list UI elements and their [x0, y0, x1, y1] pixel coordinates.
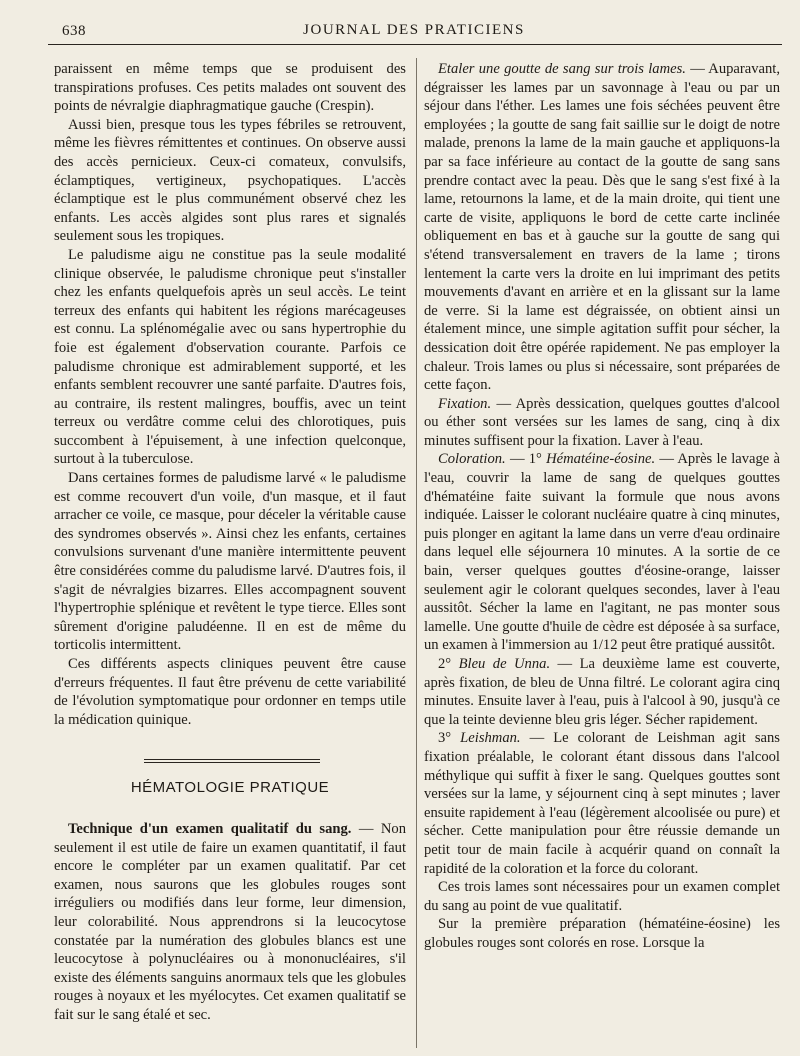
rule-line [144, 762, 320, 763]
step-title: Etaler une goutte de sang sur trois lames. [438, 61, 686, 77]
paragraph: Ces différents aspects cliniques peuvent être cause d'erreurs fréquentes. Il faut être prévenu de cette variabilité de l'évolution symptomatique pour ordonner en temps utile la médication quinique. [54, 656, 406, 728]
right-column [424, 60, 780, 953]
paragraph [424, 655, 780, 729]
paragraph: paraissent en même temps que se produisent des transpirations profuses. Ces petits malades ont souvent des points de névralgie diaphragmatique gauche (Crespin). [54, 61, 406, 115]
paragraph: Aussi bien, presque tous les types fébriles se retrouvent, même les fièvres rémittentes et continues. On observe aussi des accès pernicieux. Ceux-ci comateux, convulsifs, éclamptiques, vertigineux, psychopatiques. L'accès éclamptique est le plus communément observé chez les enfants. Les accès algides sont plus rares et signalés seulement sous les tropiques. [54, 116, 406, 245]
paragraph: Le paludisme aigu ne constitue pas la seule modalité clinique observée, le paludisme chronique peut s'installer chez les enfants quelquefois après un seul accès. Le teint terreux des enfants qui habitent les régions marécageuses est connu. La splénomégalie avec ou sans hypertrophie du foie est également d'observation courante. Parfois ce paludisme chronique est admirablement supporté, et les enfants semblent recouvrer une santé parfaite. D'autres fois, au contraire, ils restent malingres, bouffis, avec un teint terreux ou verdâtre comme celui des chlorotiques, puis succombent à l'épuisement, à une infection quelconque, surtout à la tuberculose. [54, 246, 406, 468]
paragraph-text: — La deuxième lame est couverte, après fixation, de bleu de Unna filtré. Le colorant agira cinq minutes. Ensuite laver à l'eau, puis à l'alcool à 90, jusqu'à ce que la teinte devienne bleu gris léger. Sécher rapidement. [424, 656, 780, 728]
paragraph [424, 450, 780, 655]
item-number: 2° [438, 656, 459, 672]
paragraph-text: — 1° [505, 451, 547, 468]
step-title: Coloration. [438, 451, 506, 468]
paragraph-text: — Auparavant, dégraisser les lames par un savonnage à l'eau ou par un séjour dans l'éther. Les lames une fois séchées peuvent être employées ; la goutte de sang fait saillie sur le doigt de notre malade, prenons la lame de la main gauche et appliquons-la par sa face inférieure au contact de la goutte de sang sans prendre contact avec la peau. Dès que le sang s'est fixé à la lame, retournons la lame, et de la main droite, qui tient une carte de visite, appliquons le bord de cette carte inclinée obliquement en bas et à gauche sur la goutte de sang qui s'étend transversalement en travers de la lame ; tirons lentement la carte vers la droite en lui imprimant des petits mouvements d'avant en arrière et en la glissant sur la lame de verre. Si la lame est dégraissée, on obtient ainsi un étalement mince, une simple agitation suffit pour sécher, la dessication doit être opérée rapidement. Ne pas employer la chaleur. Trois lames ou plus si nécessaire, sont préparées de cette façon. [424, 61, 780, 394]
page-number: 638 [62, 23, 86, 39]
rule-line [144, 759, 320, 760]
paragraph-text: — Non seulement il est utile de faire un examen quantitatif, il faut encore le compléter par un examen qualitatif. Par cet examen, nous saurons que les globules rouges sont irréguliers ou modifiés dans leur forme, leur dimension, leur colorabilité. Nous apprendrons si la leucocytose constatée par la numération des globules blancs est une leucocytose à polynucléaires ou à mononucléaires, s'il existe des éléments sanguins anormaux tels que les globules rouges à noyaux et les myélocytes. Cet examen qualitatif se fait sur le sang étalé et sec. [54, 820, 406, 1023]
article-lead-title: Technique d'un examen qualitatif du sang. [68, 820, 352, 837]
paragraph-text: — Le colorant de Leishman agit sans fixation préalable, le colorant étant dissous dans l'alcool méthylique qui suffit à fixer le sang. Quelques gouttes sont versées sur la lame, y séjournent cinq à sept minutes ; laver ensuite rapidement à l'eau (légèrement alcoolisée ou pure) et sécher. Cette manipulation pour être réussie demande un petit tour de main facile à acquérir quand on connaît la rapidité de la coloration et la force du colorant. [424, 730, 780, 877]
item-number: 3° [438, 730, 461, 747]
stain-name: Bleu de Unna. [458, 656, 551, 672]
left-column [54, 60, 406, 1025]
paragraph [54, 820, 406, 1025]
stain-name: Hématéine-éosine. [546, 451, 656, 468]
column-divider [416, 58, 417, 1048]
paragraph [424, 729, 780, 878]
paragraph [424, 60, 780, 395]
paragraph: Sur la première préparation (hématéine-éosine) les globules rouges sont colorés en rose. Lorsque la [424, 916, 780, 951]
paragraph-text: — Après dessication, quelques gouttes d'alcool ou éther sont versées sur les lames de sang, cinq à dix minutes suffisent pour la fixation. Laver à l'eau. [424, 395, 780, 449]
page-header [48, 18, 780, 44]
section-double-rule [54, 759, 406, 767]
paragraph-text: — Après le lavage à l'eau, couvrir la lame de sang de quelques gouttes d'hématéine faite suivant la formule que nous avons indiquée. Laisser le colorant nucléaire quatre à cinq minutes, puis plonger en agitant la lame dans un verre d'eau ordinaire dans lequel elle séjournera 10 minutes. A la sortie de ce bain, verser quelques gouttes d'éosine-orange, laisser seulement agir le colorant quelques secondes, laver à l'eau aussitôt. Sécher la lame en l'agitant, ne pas monter sous lamelle. Une goutte d'huile de cèdre est déposée à sa surface, un examen à l'immersion au 1/12 peut être pratiqué aussitôt. [424, 451, 780, 654]
step-title: Fixation. [438, 395, 492, 412]
header-rule [48, 44, 782, 45]
paragraph [424, 395, 780, 451]
paragraph: Dans certaines formes de paludisme larvé « le paludisme est comme recouvert d'un voile, d'un masque, et il faut arracher ce voile, ce masque, pour déceler la véritable cause des syndromes observés ». Ainsi chez les enfants, certaines convulsions survenant d'une manière intermittente peuvent être considérées comme du paludisme larvé. D'autres fois, il s'agit de névralgies bizarres. Elles accompagnent souvent l'hypertrophie splénique et revêtent le type tierce. Elles sont sûrement d'origine paludéenne. Il en est de même du torticolis intermittent. [54, 470, 406, 654]
paragraph: Ces trois lames sont nécessaires pour un examen complet du sang au point de vue qualitatif. [424, 879, 780, 914]
stain-name: Leishman. [460, 730, 521, 747]
section-heading: HÉMATOLOGIE PRATIQUE [130, 779, 330, 797]
journal-title: JOURNAL DES PRATICIENS [303, 22, 525, 38]
